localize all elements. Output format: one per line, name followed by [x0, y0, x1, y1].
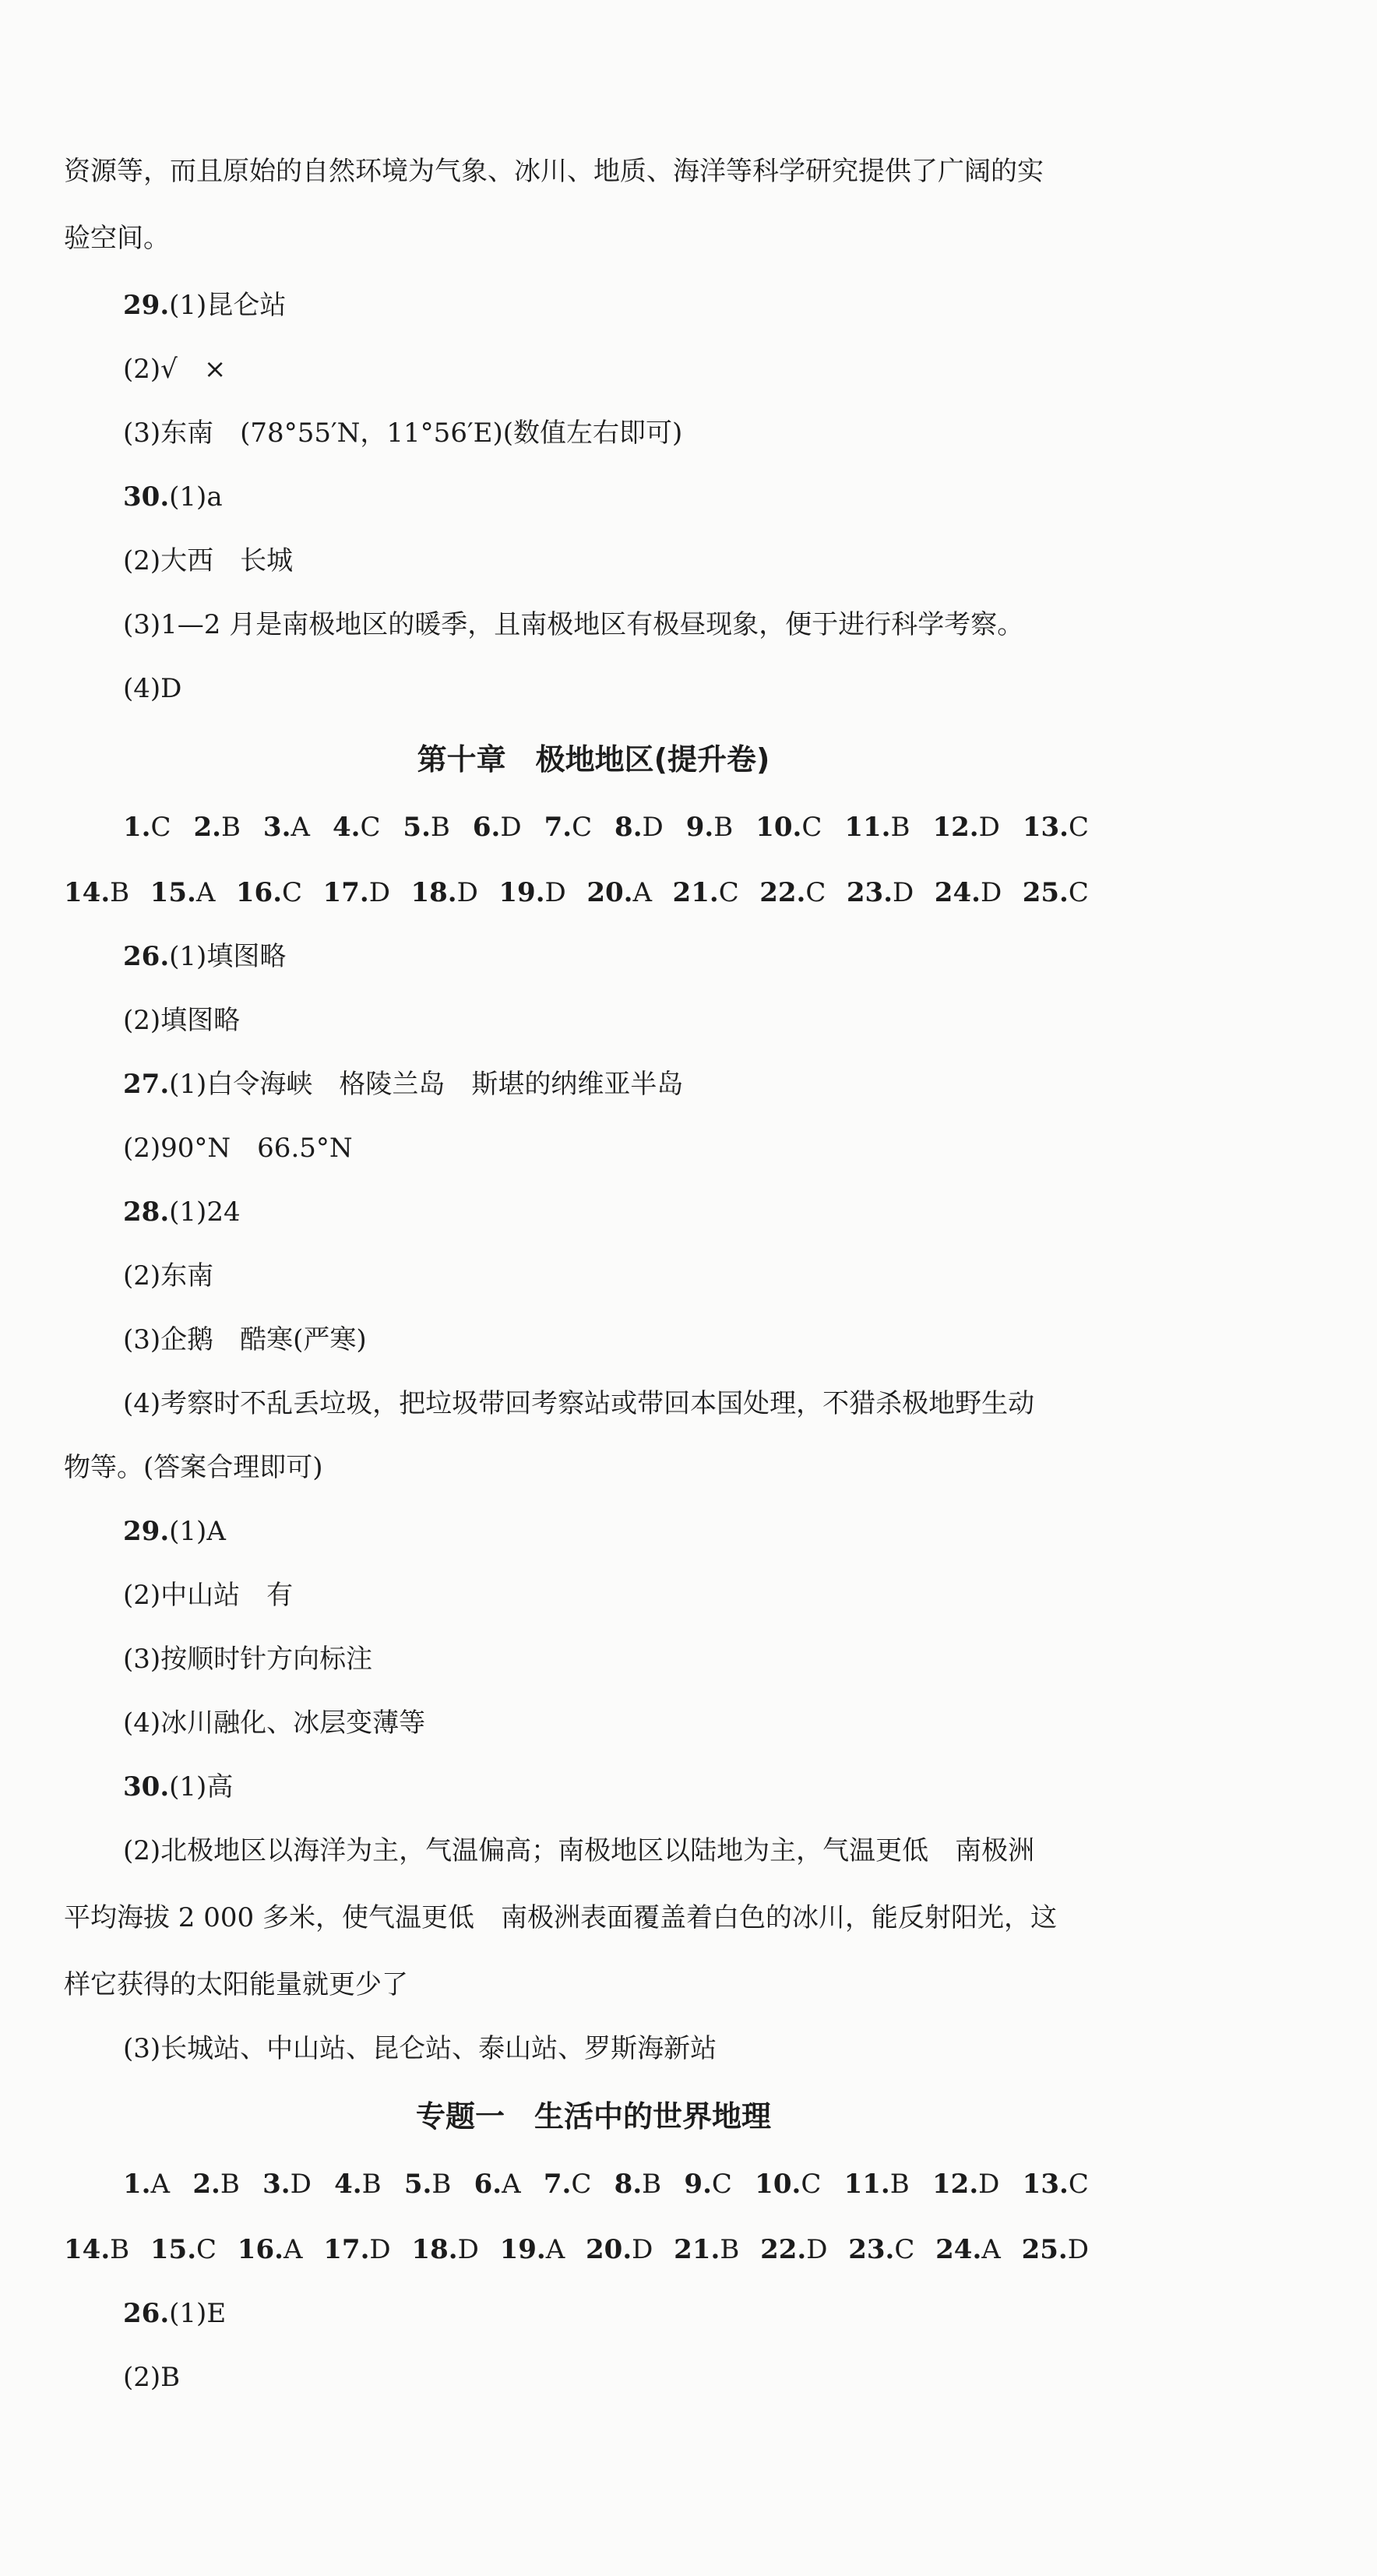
topic1-q26-part1: 26.(1)E: [123, 2298, 227, 2329]
s1-q30-part2: (2)大西 长城: [123, 545, 294, 576]
chapter-10-title: 第十章 极地地区(提升卷): [417, 742, 770, 777]
answer-letter: B: [713, 812, 734, 843]
answer-letter: A: [150, 2169, 171, 2200]
ch10-q26-part2: (2)填图略: [123, 1005, 241, 1036]
answer-letter: D: [544, 877, 566, 908]
s1-q30-part3: (3)1—2 月是南极地区的暖季，且南极地区有极昼现象，便于进行科学考察。: [123, 609, 1024, 640]
answer-number: 16.: [237, 2234, 284, 2265]
answer-number: 18.: [411, 2234, 458, 2265]
answer-item: [334, 2167, 382, 2201]
intro-line-1: 资源等，而且原始的自然环境为气象、冰川、地质、海洋等科学研究提供了广阔的实: [64, 156, 1044, 187]
answer-item: [500, 2232, 565, 2267]
ch10-q29-part2: (2)中山站 有: [123, 1580, 294, 1611]
answer-item: [262, 2167, 312, 2201]
answer-item: [847, 876, 914, 910]
answer-number: 21.: [674, 2234, 720, 2265]
answer-item: [411, 2232, 478, 2267]
answer-number: 11.: [844, 812, 891, 843]
ch10-q28-part4b: 物等。(答案合理即可): [64, 1452, 323, 1483]
ch10-q29-part1: 29.(1)A: [123, 1516, 226, 1547]
ch10-answers-row-2: [64, 876, 1089, 910]
answer-number: 20.: [586, 877, 633, 908]
answer-number: 19.: [499, 2234, 546, 2265]
answer-letter: D: [500, 812, 522, 843]
answer-item: [323, 2232, 390, 2267]
answer-item: [932, 2167, 999, 2201]
answer-item: [935, 2232, 1001, 2267]
answer-number: 21.: [672, 877, 719, 908]
answer-number: 1.: [123, 2169, 151, 2200]
answer-number: 20.: [586, 2234, 632, 2265]
answer-item: [1023, 876, 1089, 910]
answer-letter: B: [431, 2169, 452, 2200]
topic1-answers-row-1: [123, 2167, 1089, 2201]
answer-letter: C: [805, 877, 826, 908]
answer-letter: C: [711, 2169, 732, 2200]
answer-letter: D: [456, 877, 478, 908]
answer-letter: D: [642, 812, 664, 843]
answer-item: [686, 810, 734, 844]
answer-number: 22.: [759, 877, 806, 908]
answer-number: 15.: [150, 2234, 197, 2265]
answer-letter: B: [361, 2169, 382, 2200]
answer-number: 23.: [846, 877, 893, 908]
answer-item: [473, 810, 522, 844]
answer-number: 13.: [1022, 2169, 1069, 2200]
answer-letter: D: [978, 812, 1000, 843]
answer-number: 17.: [323, 2234, 370, 2265]
ch10-q28-part1: 28.(1)24: [123, 1196, 241, 1228]
answer-number: 7.: [543, 2169, 572, 2200]
answer-number: 25.: [1022, 877, 1069, 908]
ch10-q30-part2b: 平均海拔 2 000 多米，使气温更低 南极洲表面覆盖着白色的冰川，能反射阳光，这: [64, 1902, 1057, 1933]
answer-number: 18.: [410, 877, 457, 908]
answer-item: [848, 2232, 914, 2267]
answer-number: 3.: [262, 2169, 291, 2200]
answer-item: [498, 876, 565, 910]
s1-q29-part1: 29.(1)昆仑站: [123, 290, 287, 321]
answer-item: [474, 2167, 521, 2201]
answer-item: [755, 810, 822, 844]
ch10-q30-part1: 30.(1)高: [123, 1771, 234, 1802]
answer-item: [544, 810, 593, 844]
answer-number: 19.: [498, 877, 545, 908]
question-number: 29.: [123, 290, 170, 321]
answer-number: 6.: [474, 2169, 502, 2200]
answer-item: [673, 876, 739, 910]
ch10-q28-part2: (2)东南: [123, 1260, 214, 1292]
ch10-q29-part3: (3)按顺时针方向标注: [123, 1644, 373, 1675]
s1-q30-part4: (4)D: [123, 673, 182, 704]
question-number: 30.: [123, 1771, 170, 1802]
answer-item: [1023, 2167, 1089, 2201]
answer-item: [760, 2232, 827, 2267]
answer-letter: C: [150, 812, 171, 843]
answer-number: 9.: [685, 812, 714, 843]
answer-number: 10.: [755, 2169, 801, 2200]
answer-number: 16.: [235, 877, 283, 908]
ch10-q26-part1: 26.(1)填图略: [123, 941, 287, 972]
answer-number: 1.: [123, 812, 151, 843]
answer-item: [64, 2232, 129, 2267]
answer-letter: B: [110, 877, 130, 908]
answer-letter: B: [889, 2169, 910, 2200]
s1-q29-part2: (2)√ ×: [123, 354, 227, 385]
answer-letter: B: [430, 812, 450, 843]
question-number: 28.: [123, 1196, 170, 1228]
answer-letter: D: [290, 2169, 312, 2200]
s1-q30-part1: 30.(1)a: [123, 481, 223, 513]
answer-letter: C: [572, 812, 593, 843]
answer-number: 14.: [64, 877, 111, 908]
answer-item: [586, 2232, 653, 2267]
answer-letter: C: [571, 2169, 592, 2200]
answer-letter: D: [980, 877, 1002, 908]
answer-item: [615, 2167, 662, 2201]
answer-letter: A: [545, 2234, 565, 2265]
answer-number: 2.: [192, 2169, 220, 2200]
intro-line-2: 验空间。: [64, 223, 170, 254]
answer-item: [238, 2232, 303, 2267]
question-number: 30.: [123, 481, 170, 513]
answer-item: [844, 810, 910, 844]
answer-item: [323, 876, 390, 910]
answer-number: 12.: [932, 2169, 979, 2200]
answer-letter: C: [282, 877, 303, 908]
answer-letter: D: [893, 877, 914, 908]
answer-letter: C: [801, 812, 822, 843]
answer-number: 6.: [472, 812, 501, 843]
answer-number: 17.: [322, 877, 369, 908]
ch10-q29-part4: (4)冰川融化、冰层变薄等: [123, 1707, 426, 1739]
answer-letter: B: [642, 2169, 662, 2200]
answer-item: [236, 876, 302, 910]
answer-letter: D: [369, 2234, 391, 2265]
answer-letter: C: [1068, 2169, 1089, 2200]
answer-number: 9.: [684, 2169, 712, 2200]
answer-item: [150, 2232, 217, 2267]
ch10-q30-part2a: (2)北极地区以海洋为主，气温偏高；南极地区以陆地为主，气温更低 南极洲: [123, 1835, 1035, 1866]
answer-letter: A: [981, 2234, 1001, 2265]
answer-item: [1022, 2232, 1089, 2267]
answer-letter: D: [368, 877, 390, 908]
answer-letter: C: [360, 812, 381, 843]
answer-item: [615, 810, 664, 844]
answer-number: 24.: [934, 877, 981, 908]
answer-number: 12.: [932, 812, 979, 843]
answer-number: 5.: [403, 2169, 432, 2200]
answer-item: [410, 876, 477, 910]
ch10-q28-part3: (3)企鹅 酷寒(严寒): [123, 1324, 367, 1355]
answer-number: 8.: [615, 812, 643, 843]
answer-letter: A: [291, 812, 310, 843]
question-number: 26.: [123, 2298, 170, 2329]
answer-letter: C: [1068, 812, 1089, 843]
answer-letter: D: [457, 2234, 479, 2265]
answer-number: 13.: [1022, 812, 1069, 843]
answer-number: 25.: [1021, 2234, 1068, 2265]
answer-item: [193, 810, 241, 844]
answer-item: [192, 2167, 240, 2201]
answer-letter: C: [801, 2169, 822, 2200]
answer-letter: A: [283, 2234, 303, 2265]
answer-item: [844, 2167, 910, 2201]
answer-number: 10.: [755, 812, 802, 843]
answer-item: [123, 2167, 170, 2201]
answer-letter: B: [220, 2169, 240, 2200]
topic-1-title: 专题一 生活中的世界地理: [415, 2099, 771, 2134]
answer-item: [123, 810, 171, 844]
answer-item: [586, 876, 652, 910]
answer-number: 3.: [262, 812, 291, 843]
answer-letter: C: [718, 877, 739, 908]
answer-letter: D: [1067, 2234, 1089, 2265]
ch10-answers-row-1: [123, 810, 1089, 844]
answer-item: [150, 876, 216, 910]
answer-item: [333, 810, 381, 844]
answer-number: 24.: [935, 2234, 982, 2265]
ch10-q30-part2c: 样它获得的太阳能量就更少了: [64, 1969, 408, 2000]
topic1-q26-part2: (2)B: [123, 2362, 181, 2393]
answer-number: 2.: [193, 812, 221, 843]
answer-number: 14.: [64, 2234, 111, 2265]
ch10-q30-part3: (3)长城站、中山站、昆仑站、泰山站、罗斯海新站: [123, 2033, 717, 2064]
answer-number: 7.: [544, 812, 572, 843]
answer-item: [64, 876, 129, 910]
answer-letter: B: [220, 812, 241, 843]
answer-letter: D: [806, 2234, 828, 2265]
answer-item: [404, 2167, 452, 2201]
answer-letter: A: [195, 877, 216, 908]
s1-q29-part3: (3)东南 (78°55′N，11°56′E)(数值左右即可): [123, 418, 683, 449]
answer-item: [932, 810, 999, 844]
answer-number: 5.: [403, 812, 431, 843]
answer-number: 15.: [150, 877, 196, 908]
answer-number: 11.: [843, 2169, 890, 2200]
answer-item: [1023, 810, 1089, 844]
answer-letter: C: [196, 2234, 217, 2265]
answer-number: 22.: [760, 2234, 807, 2265]
answer-letter: C: [1068, 877, 1089, 908]
answer-letter: D: [632, 2234, 653, 2265]
topic1-answers-row-2: [64, 2232, 1089, 2267]
answer-letter: C: [894, 2234, 915, 2265]
answer-number: 4.: [334, 2169, 362, 2200]
answer-number: 4.: [332, 812, 361, 843]
question-number: 26.: [123, 941, 170, 972]
answer-item: [684, 2167, 732, 2201]
answer-letter: B: [890, 812, 910, 843]
answer-item: [544, 2167, 592, 2201]
ch10-q27-part1: 27.(1)白令海峡 格陵兰岛 斯堪的纳维亚半岛: [123, 1069, 684, 1100]
answer-letter: A: [632, 877, 653, 908]
answer-letter: A: [502, 2169, 521, 2200]
ch10-q27-part2: (2)90°N 66.5°N: [123, 1133, 353, 1164]
answer-number: 8.: [614, 2169, 643, 2200]
answer-item: [403, 810, 450, 844]
answer-letter: B: [720, 2234, 740, 2265]
answer-item: [263, 810, 310, 844]
answer-number: 23.: [848, 2234, 895, 2265]
question-number: 29.: [123, 1516, 170, 1547]
ch10-q28-part4a: (4)考察时不乱丢垃圾，把垃圾带回考察站或带回本国处理，不猎杀极地野生动: [123, 1388, 1035, 1419]
answer-item: [674, 2232, 739, 2267]
answer-item: [755, 2167, 821, 2201]
answer-letter: B: [110, 2234, 130, 2265]
answer-item: [759, 876, 826, 910]
answer-letter: D: [978, 2169, 1000, 2200]
answer-item: [935, 876, 1002, 910]
question-number: 27.: [123, 1069, 170, 1100]
